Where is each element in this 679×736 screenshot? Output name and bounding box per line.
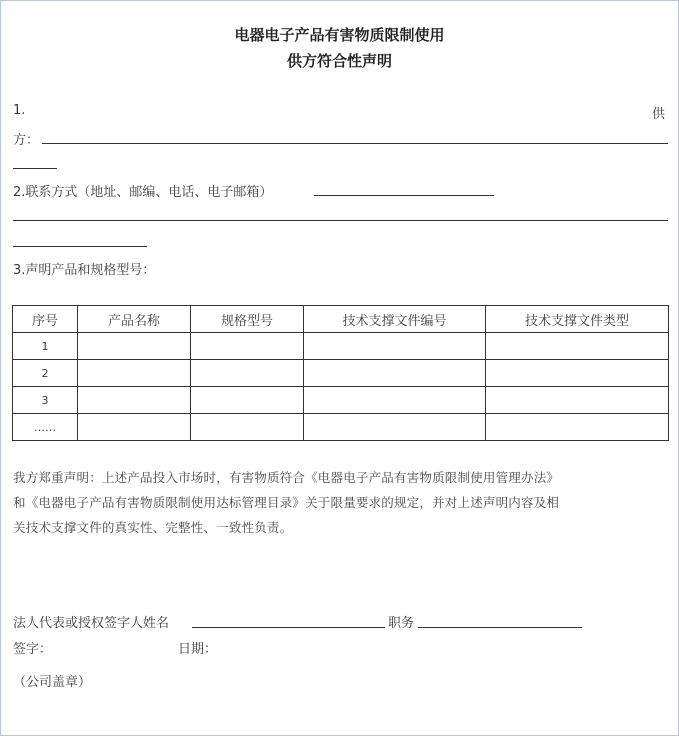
contact-label: 2.联系方式（地址、邮编、电话、电子邮箱） — [13, 185, 273, 200]
doc-number-cell[interactable] — [304, 387, 486, 414]
model-cell[interactable] — [191, 414, 304, 441]
document-title-line1: 电器电子产品有害物质限制使用 — [234, 26, 445, 44]
table-row — [13, 414, 669, 441]
product-name-cell[interactable] — [78, 414, 191, 441]
contact-input-line[interactable] — [314, 195, 494, 196]
row-serial-no: 3 — [13, 387, 78, 414]
product-name-cell[interactable] — [78, 387, 191, 414]
product-name-cell[interactable] — [78, 333, 191, 360]
table-header-row — [13, 306, 669, 333]
declaration-line1: 我方郑重声明：上述产品投入市场时，有害物质符合《电器电子产品有害物质限制使用管理办法》 — [13, 470, 560, 485]
doc-number-cell[interactable] — [304, 414, 486, 441]
supplier-input-line[interactable] — [42, 143, 668, 144]
representative-name-line[interactable] — [192, 627, 385, 628]
date-label: 日期： — [178, 642, 218, 657]
products-label: 3.声明产品和规格型号： — [13, 263, 156, 278]
row-serial-no: 1 — [13, 333, 78, 360]
table-row — [13, 387, 669, 414]
declaration-line3: 关技术支撑文件的真实性、完整性、一致性负责。 — [13, 520, 293, 535]
row-serial-no: …… — [13, 414, 78, 441]
header-model: 规格型号 — [191, 306, 304, 333]
row-serial-no: 2 — [13, 360, 78, 387]
declaration-line2: 和《电器电子产品有害物质限制使用达标管理目录》关于限量要求的规定，并对上述声明内容及相 — [13, 495, 560, 510]
table-row — [13, 360, 669, 387]
header-doc-number: 技术支撑文件编号 — [304, 306, 486, 333]
supplier-input-line-cont[interactable] — [13, 168, 57, 169]
representative-name-label: 法人代表或授权签字人姓名 — [13, 616, 170, 631]
header-doc-type: 技术支撑文件类型 — [486, 306, 669, 333]
model-cell[interactable] — [191, 387, 304, 414]
doc-type-cell[interactable] — [486, 387, 669, 414]
supplier-number: 1. — [13, 103, 26, 118]
doc-number-cell[interactable] — [304, 360, 486, 387]
table-row — [13, 333, 669, 360]
product-spec-table — [12, 305, 669, 441]
doc-type-cell[interactable] — [486, 333, 669, 360]
company-seal-label: （公司盖章） — [13, 675, 92, 690]
supplier-label-part1: 供 — [652, 107, 666, 122]
model-cell[interactable] — [191, 333, 304, 360]
contact-input-line-2[interactable] — [13, 220, 668, 221]
doc-type-cell[interactable] — [486, 414, 669, 441]
signature-label: 签字： — [13, 642, 53, 657]
header-product-name: 产品名称 — [78, 306, 191, 333]
document-title-line2: 供方符合性声明 — [286, 52, 392, 70]
position-label: 职务 — [388, 616, 415, 631]
contact-input-line-3[interactable] — [13, 246, 147, 247]
header-serial-no: 序号 — [13, 306, 78, 333]
doc-number-cell[interactable] — [304, 333, 486, 360]
product-name-cell[interactable] — [78, 360, 191, 387]
supplier-label-part2: 方： — [13, 133, 40, 148]
model-cell[interactable] — [191, 360, 304, 387]
doc-type-cell[interactable] — [486, 360, 669, 387]
position-line[interactable] — [418, 627, 582, 628]
